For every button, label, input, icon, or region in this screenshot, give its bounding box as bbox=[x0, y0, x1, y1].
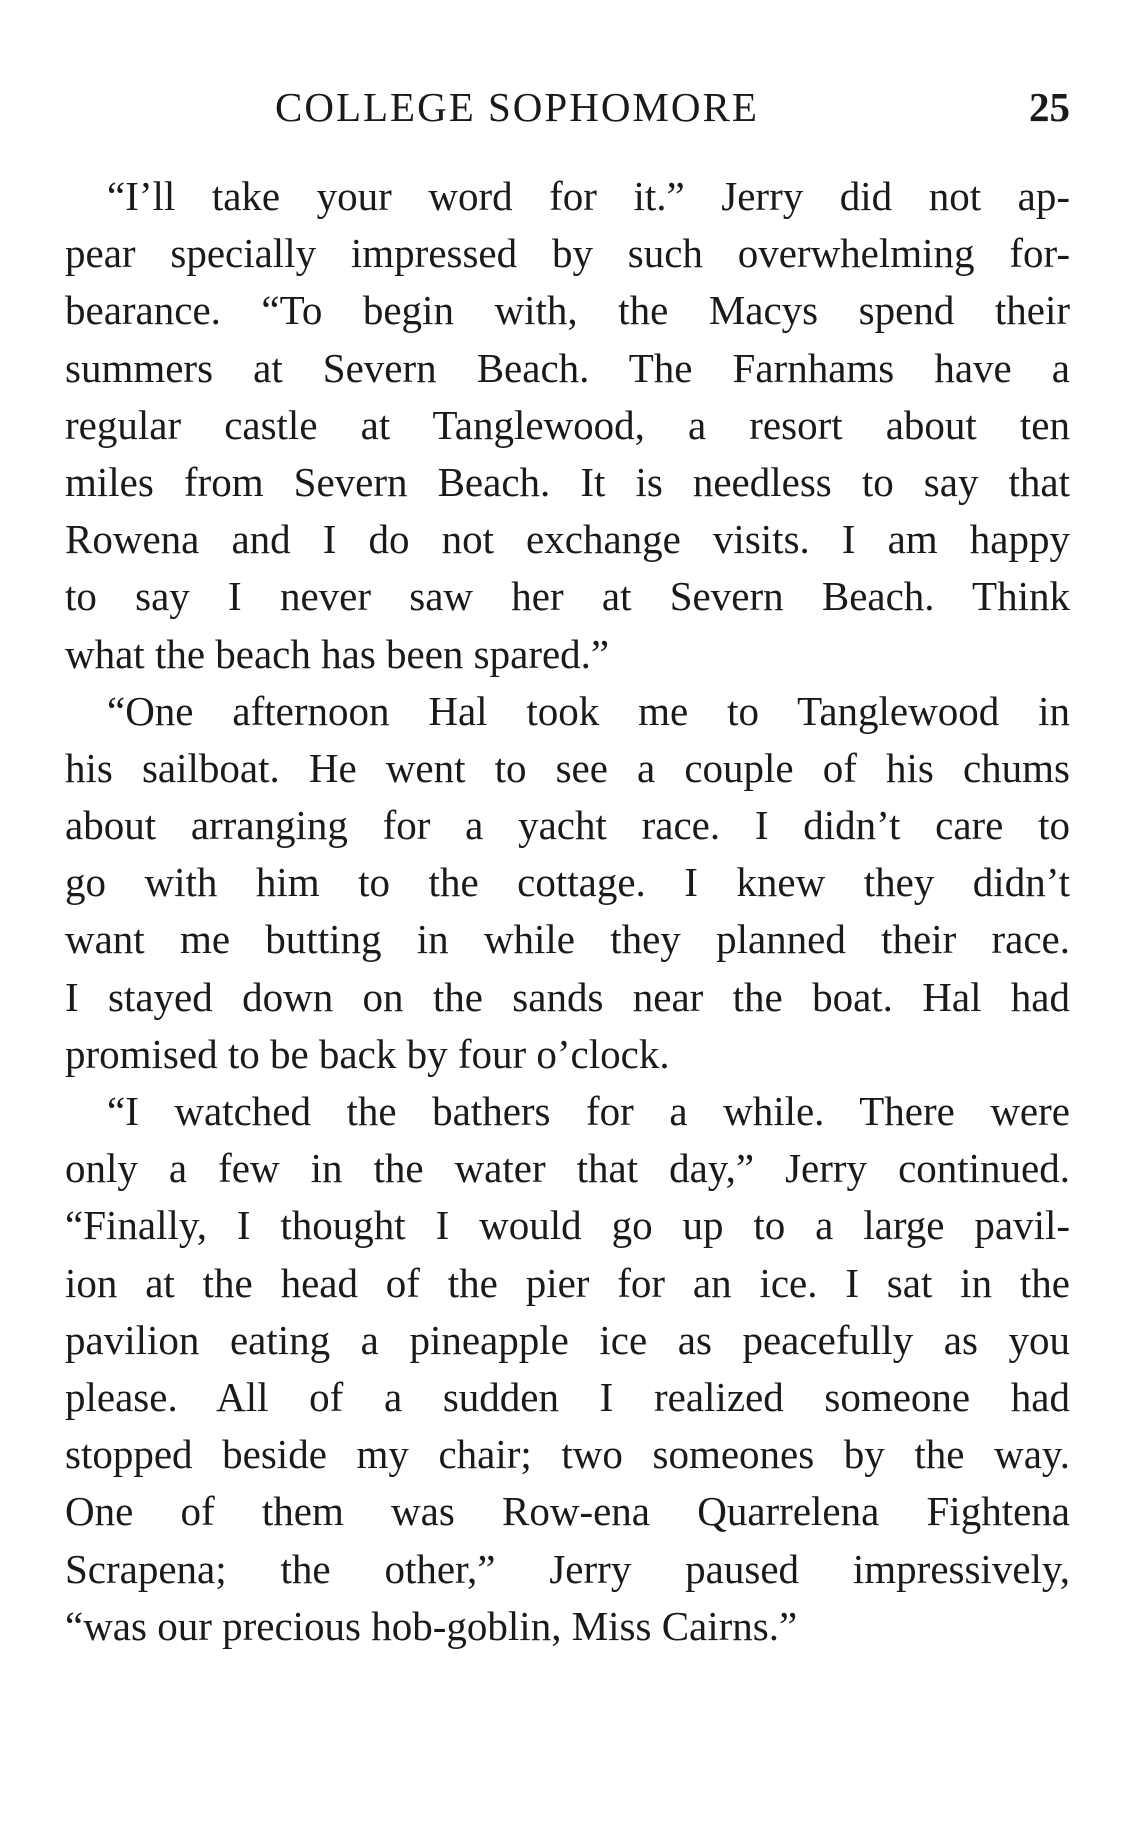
text-line: about arranging for a yacht race. I didn’t care to bbox=[65, 802, 1070, 849]
text-line: bearance. “To begin with, the Macys spend their bbox=[65, 287, 1070, 334]
text-line: to say I never saw her at Severn Beach. Think bbox=[65, 573, 1070, 620]
text-line: regular castle at Tanglewood, a resort about ten bbox=[65, 401, 1070, 448]
text-line: pavilion eating a pineapple ice as peacefully as you bbox=[65, 1316, 1070, 1363]
text-line: his sailboat. He went to see a couple of his chums bbox=[65, 744, 1070, 791]
text-line: “I watched the bathers for a while. There were bbox=[107, 1088, 1070, 1134]
text-line: ion at the head of the pier for an ice. I sat in the bbox=[65, 1259, 1070, 1306]
text-line: One of them was Row-ena Quarrelena Fightena bbox=[65, 1488, 1070, 1535]
text-line: I stayed down on the sands near the boat. Hal had bbox=[65, 973, 1070, 1020]
text-line: “was our precious hob-goblin, Miss Cairns.” bbox=[65, 1602, 798, 1649]
text-line: Rowena and I do not exchange visits. I am happy bbox=[65, 516, 1070, 563]
text-line: please. All of a sudden I realized someone had bbox=[65, 1373, 1070, 1420]
text-line: go with him to the cottage. I knew they didn’t bbox=[65, 859, 1070, 906]
text-line: “I’ll take your word for it.” Jerry did not ap- bbox=[107, 173, 1070, 219]
text-line: Scrapena; the other,” Jerry paused impressively, bbox=[65, 1545, 1070, 1592]
text-line: what the beach has been spared.” bbox=[65, 630, 610, 677]
text-line: miles from Severn Beach. It is needless to say that bbox=[65, 458, 1070, 505]
body-text bbox=[65, 168, 1070, 1655]
running-title: COLLEGE SOPHOMORE bbox=[275, 84, 759, 130]
text-line: summers at Severn Beach. The Farnhams have a bbox=[65, 344, 1070, 391]
text-line: “One afternoon Hal took me to Tanglewood in bbox=[107, 687, 1070, 734]
text-line: only a few in the water that day,” Jerry continued. bbox=[65, 1145, 1070, 1192]
text-line: “Finally, I thought I would go up to a large pavil- bbox=[65, 1202, 1070, 1249]
running-head bbox=[65, 78, 1070, 136]
text-line: stopped beside my chair; two someones by the way. bbox=[65, 1431, 1070, 1478]
text-line: pear specially impressed by such overwhelming for- bbox=[65, 230, 1070, 277]
page-number: 25 bbox=[1029, 84, 1070, 130]
text-line: promised to be back by four o’clock. bbox=[65, 1030, 670, 1077]
text-line: want me butting in while they planned their race. bbox=[65, 916, 1070, 963]
